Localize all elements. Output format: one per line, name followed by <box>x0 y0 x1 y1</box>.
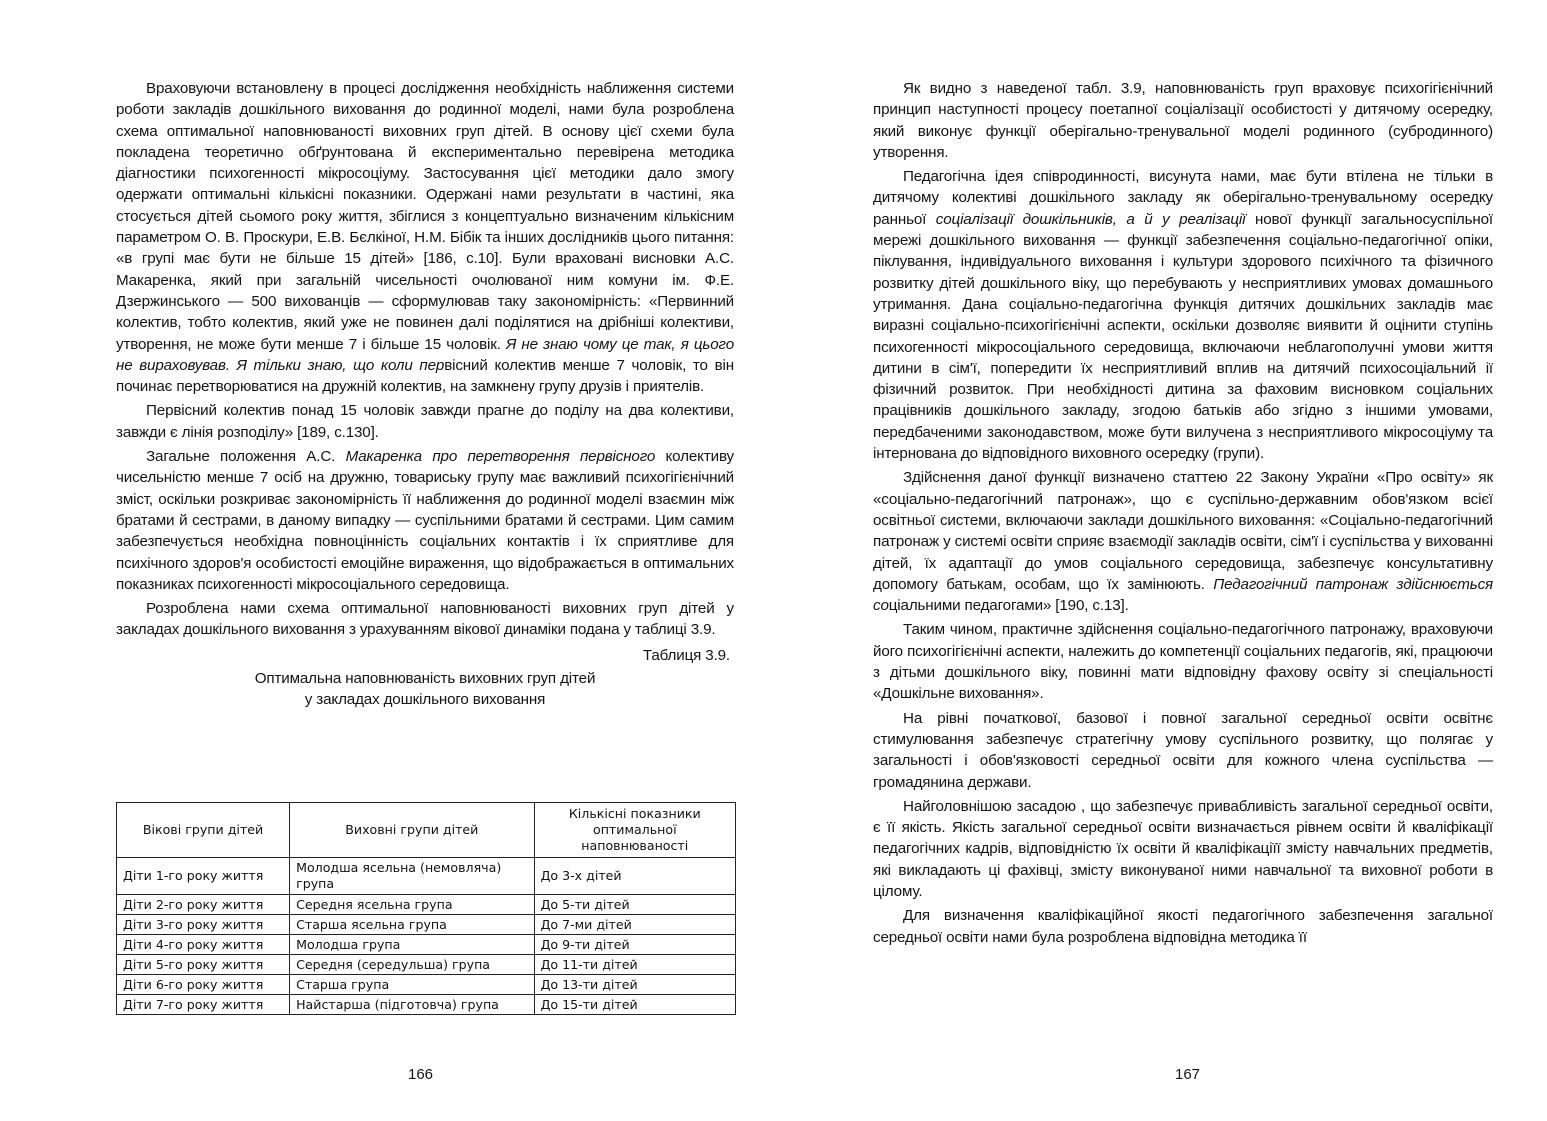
cell-education-group: Молодша група <box>290 935 534 955</box>
table-row <box>117 955 736 975</box>
paragraph <box>873 708 1493 793</box>
paragraph-text: ціальними педагогами» [190, с.13]. <box>888 597 1129 615</box>
cell-optimal-size: До 7-ми дітей <box>534 915 735 935</box>
paragraph-text: Як видно з наведеної табл. 3.9, наповнюваність груп враховує психогігієнічний принцип наступності процесу поетапної соціалізації особистості у дитячому осередку, який виконує функції оберігально-тренувальної моделі родинного (субродинного) утворення. <box>873 80 1493 161</box>
paragraph <box>873 467 1493 616</box>
cell-age-group: Діти 1-го року життя <box>117 858 290 895</box>
cell-education-group: Середня (середульша) група <box>290 955 534 975</box>
header-education-groups: Виховні групи дітей <box>290 803 534 858</box>
cell-optimal-size: До 9-ти дітей <box>534 935 735 955</box>
paragraph <box>873 905 1493 948</box>
paragraph-text: Первісний колектив понад 15 чоловік завжди прагне до поділу на два колективи, завжди є лінія розподілу» [189, с.130]. <box>116 402 734 441</box>
paragraph-italic-text: Педагогічний патронаж здійснюється со <box>873 575 1493 615</box>
cell-age-group: Діти 4-го року життя <box>117 935 290 955</box>
paragraph <box>873 166 1493 464</box>
table-number: Таблиця 3.9. <box>642 646 730 664</box>
table-title-line-2: у закладах дошкільного виховання <box>304 691 546 709</box>
paragraph-italic-text: соціалізації дошкільників, а й у реалізації <box>935 210 1246 228</box>
cell-education-group: Найстарша (підготовча) група <box>290 995 534 1015</box>
table-header-row <box>117 803 736 858</box>
paragraph <box>116 446 734 595</box>
table-row <box>117 935 736 955</box>
paragraph <box>116 400 734 443</box>
paragraph <box>873 619 1493 704</box>
paragraph-text: Найголовнішою засадою , що забезпечує привабливість загальної середньої освіти, є її якість. Якість загальної середньої освіти визначається рівнем освіти й кваліфікації педагогічних кадрів, відповідністю їх освіти й кваліфікаціїї змісту навчальних предметів, які викладають ці фахівці, змісту виконуваної ними навчальної та виховної роботи в цілому. <box>873 797 1493 900</box>
paragraph <box>873 78 1493 163</box>
table-title-line-1: Оптимальна наповнюваність виховних груп дітей <box>254 670 596 688</box>
page-number-right: 167 <box>1175 1066 1201 1083</box>
table-row <box>117 915 736 935</box>
paragraph <box>116 78 734 397</box>
paragraph-text: На рівні початкової, базової і повної загальної середньої освіти освітнє стимулювання забезпечує стратегічну умову суспільного розвитку, що полягає у загальності і обов'язковості середньої освіти для кожного члена суспільства — громадянина держави. <box>873 709 1493 791</box>
cell-optimal-size: До 5-ти дітей <box>534 895 735 915</box>
paragraph-text: Враховуючи встановлену в процесі дослідження необхідність наближення системи роботи закладів дошкільного виховання до родинної моделі, нами була розроблена схема оптимальної наповнюваності виховних груп дітей. В основу цієї схеми була покладена теоретично обґрунтована й експериментально перевірена методика діагностики психогенності мікросоціуму. Застосування цієї методики дало змогу одержати оптимальні кількісні показники. Одержані нами результати в частині, яка стосується дітей сьомого року життя, збіглися з концептуально визначеним кількісним параметром О. В. Проскури, Е.В. Бєлкіної, Н.М. Бібік та інших дослідників цього питання: «в групі має бути не більше 15 дітей» [186, с.10]. Були враховані висновки А.С. Макаренка, який при загальній чисельності очолюваної ним комуни ім. Ф.Е. Дзержинського — 500 вихованців — сформулював таку закономірність: «Первинний колектив, тобто колектив, який уже не повинен далі поділятися на дрібніші колективи, утворення, не може бути менше 7 і більше 15 чоловік. <box>116 80 734 353</box>
cell-education-group: Старша група <box>290 975 534 995</box>
table-row <box>117 895 736 915</box>
table-row <box>117 858 736 895</box>
left-page <box>0 0 773 1121</box>
header-age-groups: Вікові групи дітей <box>117 803 290 858</box>
cell-education-group: Старша ясельна група <box>290 915 534 935</box>
cell-age-group: Діти 6-го року життя <box>117 975 290 995</box>
header-optimal-size: Кількісні показники оптимальної наповнюваності <box>534 803 735 858</box>
paragraph-text: Здійснення даної функції визначено статтею 22 Закону України «Про освіту» як «соціально-педагогічний патронаж», що є суспільно-державним обов'язком всієї освітньої системи, включаючи заклади дошкільного виховання: «Соціально-педагогічний патронаж у системі освіти сприяє взаємодії закладів освіти, сім'ї і суспільства у вихованні дітей, їх адаптації до умов соціального середовища, забезпечує консультативну допомогу батькам, особам, що їх замінюють. <box>873 469 1493 593</box>
cell-optimal-size: До 3-х дітей <box>534 858 735 895</box>
cell-optimal-size: До 15-ти дітей <box>534 995 735 1015</box>
paragraph-text: нової функції загальносуспільної мережі дошкільного виховання — функції забезпечення соціально-педагогічної опіки, піклування, індивідуального виховання і культури здорового психічного та фізичного розвитку дітей дошкільного віку, що перебувають у несприятливих умовах домашнього утримання. Дана соціально-педагогічна функція дитячих дошкільних закладів має виразні соціально-психогігієнічні аспекти, оскільки дозволяє виявити й оцінити ступінь психогенності мікросоціального середовища, включаючи неблагополучні умови життя дитини в сім'ї, попередити їх несприятливий вплив на дитячий психосоціальний ії фізичний розвиток. При необхідності дитина за фаховим висновком соціальних працівників дошкільного закладу, згодою батьків або згідно з іншими умовами, передбаченими законодавством, може бути вилучена з несприятливого мікросоціуму та інтернована до відповідного виховного осередку (групи). <box>873 210 1493 463</box>
page-number-left: 166 <box>408 1066 434 1083</box>
cell-age-group: Діти 5-го року життя <box>117 955 290 975</box>
cell-age-group: Діти 3-го року життя <box>117 915 290 935</box>
groups-table <box>116 802 736 1015</box>
paragraph-italic-text: Макаренка про перетворення первісного <box>345 448 656 466</box>
paragraph-text: Педагогічна ідея співродинності, висунута нами, має бути втілена не тільки в дитячому колективі дошкільного закладу як оберігально-тренувальному осередку ранньої <box>873 168 1493 228</box>
paragraph-text: Для визначення кваліфікаційної якості педагогічного забезпечення загальної середньої освіти нами була розроблена відповідна методика її <box>873 907 1493 946</box>
cell-education-group: Середня ясельна група <box>290 895 534 915</box>
paragraph-text: колективу чисельністю менше 7 осіб на дружню, товариську групу має важливий психогігієнічний зміст, оскільки розкриває закономірність її наближення до родинної моделі взаємин між братами й сестрами, в даному випадку — суспільними братами й сестрами. Цим самим забезпечується необхідна повноцінність соціальних контактів і їх сприятливе для психічного здоров'я особистості емоційне вираження, що відображається в оптимальних показниках психогенності мікросоціального середовища. <box>116 448 734 593</box>
paragraph-text: Загальне положення А.С. <box>146 448 346 466</box>
cell-optimal-size: До 13-ти дітей <box>534 975 735 995</box>
table-row <box>117 995 736 1015</box>
paragraph-text: вісний колектив менше 7 чоловік, то він починає перетворюватися на дружній колектив, на замкнену групу друзів і приятелів. <box>116 356 734 396</box>
right-page <box>773 0 1547 1121</box>
paragraph-italic-text: Я не знаю чому це так, я цього не вираховував. Я тільки знаю, що коли пер <box>116 335 734 374</box>
cell-age-group: Діти 7-го року життя <box>117 995 290 1015</box>
cell-age-group: Діти 2-го року життя <box>117 895 290 915</box>
paragraph-text: Розроблена нами схема оптимальної наповнюваності виховних груп дітей у закладах дошкільного виховання з урахуванням вікової динаміки подана у таблиці 3.9. <box>116 600 734 639</box>
paragraph <box>873 796 1493 902</box>
table-row <box>117 975 736 995</box>
left-page-body <box>116 78 734 711</box>
cell-optimal-size: До 11-ти дітей <box>534 955 735 975</box>
paragraph-text: Таким чином, практичне здійснення соціально-педагогічного патронажу, враховуючи його психогігієнічні аспекти, належить до компетенції соціальних педагогів, які, працюючи з дітьми дошкільного віку, повинні мати відповідну фахову освіту зі спеціальності «Дошкільне виховання». <box>873 621 1493 703</box>
right-page-body <box>873 78 1493 948</box>
paragraph <box>116 598 734 641</box>
cell-education-group: Молодша ясельна (немовляча) група <box>290 858 534 895</box>
